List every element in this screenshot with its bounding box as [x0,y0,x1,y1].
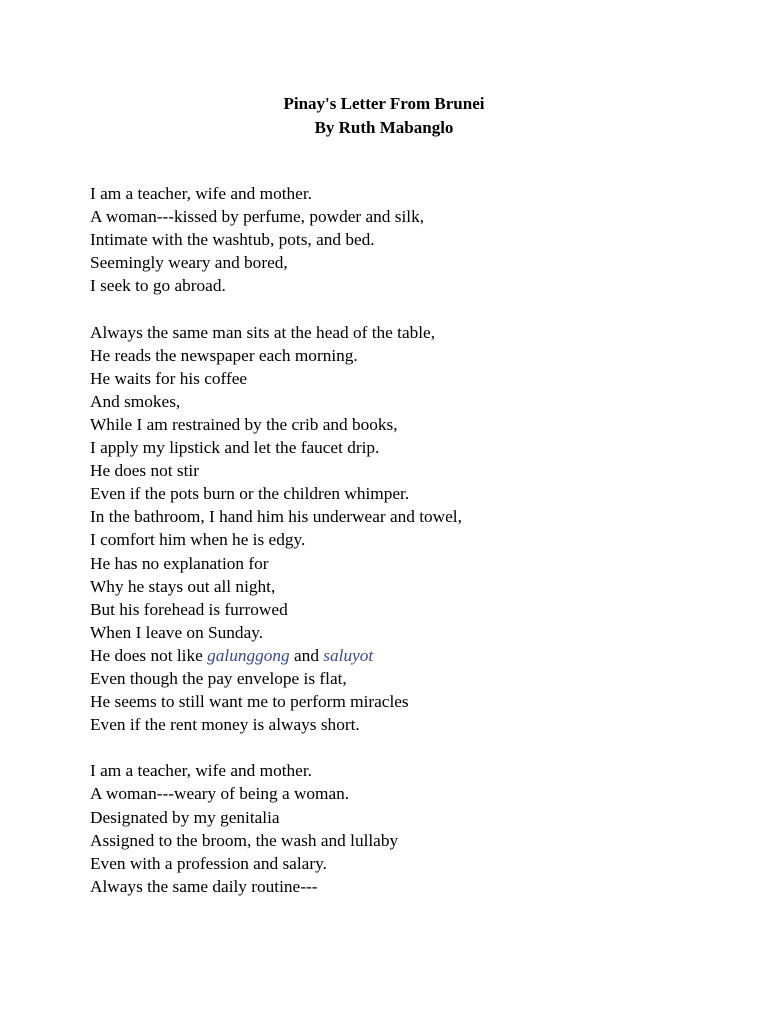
poem-line: In the bathroom, I hand him his underwear and towel, [90,507,462,527]
poem-line: Why he stays out all night, [90,576,276,596]
poem-line: I seek to go abroad. [90,276,226,296]
italic-word-galunggong: galunggong [207,645,290,665]
poem-line: He seems to still want me to perform miracles [90,692,409,712]
poem-body [90,182,730,898]
poem-line: He has no explanation for [90,553,269,573]
poem-line: Intimate with the washtub, pots, and bed. [90,230,375,250]
poem-byline: By Ruth Mabanglo [314,118,454,137]
poem-line: Assigned to the broom, the wash and lullaby [90,830,399,850]
line-middle: and [289,645,324,665]
poem-line: Seemingly weary and bored, [90,253,288,273]
line-prefix: He does not like [90,645,208,665]
poem-line: Always the same man sits at the head of the table, [90,322,436,342]
stanza-2 [90,321,730,737]
poem-line: I comfort him when he is edgy. [90,530,306,550]
poem-line: Even if the rent money is always short. [90,715,360,735]
poem-line: He waits for his coffee [90,368,248,388]
poem-line: Even though the pay envelope is flat, [90,668,347,688]
poem-line: A woman---kissed by perfume, powder and silk, [90,207,425,227]
poem-line: Always the same daily routine--- [90,876,318,896]
poem-line: Even if the pots burn or the children whimper. [90,484,410,504]
poem-title: Pinay's Letter From Brunei [283,94,485,113]
poem-line: And smokes, [90,391,181,411]
title-block [0,92,768,140]
poem-line-with-italics [90,644,730,667]
poem-line: I apply my lipstick and let the faucet drip. [90,438,380,458]
poem-line: When I leave on Sunday. [90,622,264,642]
poem-line: Even with a profession and salary. [90,853,327,873]
poem-line: I am a teacher, wife and mother. [90,184,312,203]
poem-line: Designated by my genitalia [90,807,280,827]
poem-line: I am a teacher, wife and mother. [90,761,312,781]
poem-line: A woman---weary of being a woman. [90,784,350,804]
stanza-1 [90,182,730,297]
poem-line: But his forehead is furrowed [90,599,288,619]
stanza-3 [90,759,730,898]
poem-line: He does not stir [90,461,199,481]
italic-word-saluyot: saluyot [323,645,374,665]
poem-line: While I am restrained by the crib and books, [90,414,398,434]
poem-line: He reads the newspaper each morning. [90,345,358,365]
